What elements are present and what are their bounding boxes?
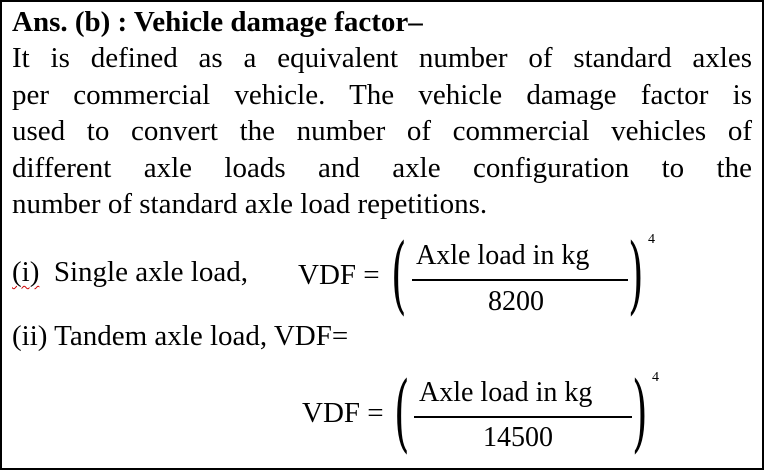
right-paren: ) (628, 227, 644, 325)
paragraph-line: per commercial vehicle. The vehicle damage factor is (12, 78, 752, 111)
formula2-fraction-bar (414, 416, 632, 418)
item-single-axle (12, 256, 248, 289)
formula1-fraction-bar (412, 279, 628, 281)
item1-text: Single axle load, (53, 256, 248, 288)
left-paren: ( (391, 227, 407, 325)
formula2-exponent: 4 (652, 370, 659, 385)
item1-label: (i) (12, 256, 40, 288)
right-paren: ) (632, 365, 648, 463)
paragraph-line: It is defined as a equivalent number of standard axles (12, 42, 752, 74)
formula1-numerator: Axle load in kg (416, 240, 590, 271)
definition-paragraph (12, 40, 752, 223)
paragraph-line: used to convert the number of commercial vehicles of (12, 115, 752, 147)
item-tandem-axle: (ii) Tandem axle load, VDF= (12, 320, 349, 352)
left-paren: ( (394, 365, 410, 463)
paragraph-line: different axle loads and axle configuration to the (12, 151, 752, 184)
formula1-denominator: 8200 (488, 286, 544, 317)
formula1-lhs: VDF = (298, 259, 380, 291)
formula2-numerator: Axle load in kg (419, 377, 593, 408)
answer-heading: Ans. (b) : Vehicle damage factor– (12, 6, 423, 38)
formula2-denominator: 14500 (483, 422, 553, 453)
formula1-exponent: 4 (648, 232, 655, 247)
paragraph-line: number of standard axle load repetitions. (12, 188, 488, 220)
formula2-lhs: VDF = (302, 397, 384, 429)
